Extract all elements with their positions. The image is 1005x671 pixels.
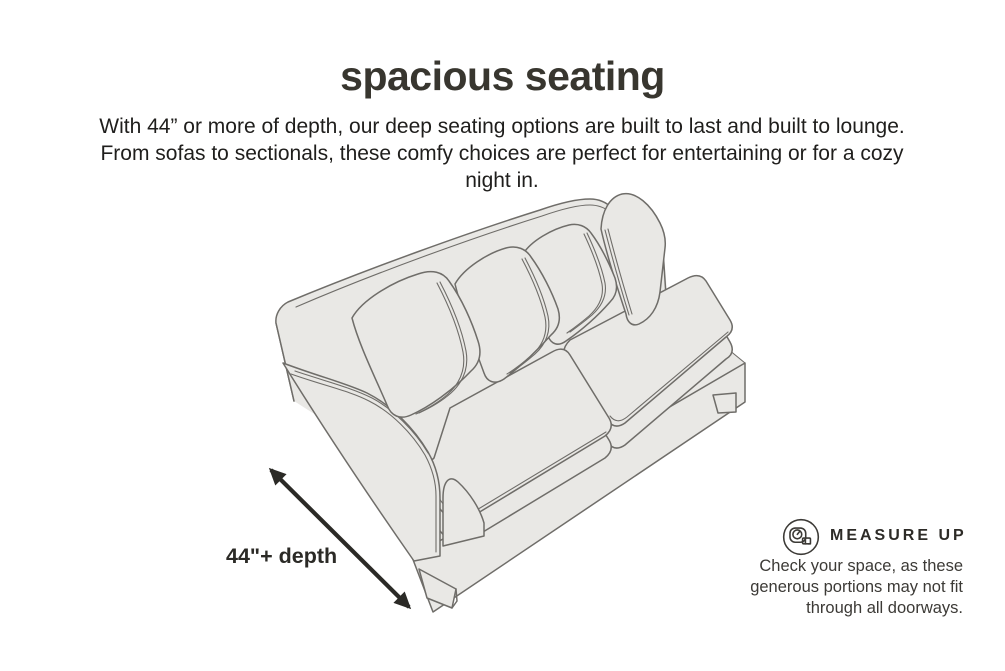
depth-dimension-label: 44"+ depth bbox=[226, 544, 338, 568]
tape-measure-icon bbox=[780, 516, 822, 558]
page-title: spacious seating bbox=[340, 53, 665, 99]
measure-up-heading: MEASURE UP bbox=[830, 527, 967, 544]
measure-up-note: Check your space, as these generous portions may not fit through all doorways. bbox=[750, 557, 963, 617]
intro-paragraph: With 44” or more of depth, our deep seating options are built to last and built to lounge. From sofas to sectionals, these comfy choices are perfect for entertaining or for a cozy night in. bbox=[99, 115, 905, 192]
